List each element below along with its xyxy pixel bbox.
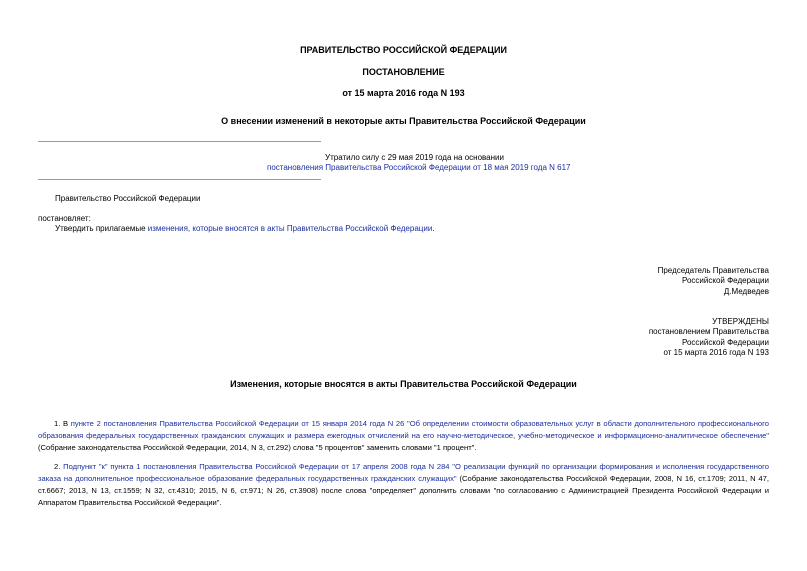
approval-heading: УТВЕРЖДЕНЫ [712, 317, 769, 326]
list-item: 1. В пункте 2 постановления Правительства Российской Федерации от 15 января 2014 года N 26 "Об определении стоимости образовательных услуг в области дополнительного профессионального образования федеральных государственных гражданских служащих и размера ежегодных отчислений на его научно-методическое, учебно-методическое и информационно-аналитическое обеспечение" (Собрание законодательства Российской Федерации, 2014, N 3, ст.292) слова "5 процентов" заменить словами "1 процент". [38, 419, 769, 452]
signature-country: Российской Федерации [682, 276, 769, 286]
item-1-link[interactable]: пункте 2 постановления Правительства Российской Федерации от 15 января 2014 года N 26 "Об определении стоимости образовательных услуг в области дополнительного профессионального образования федеральных государственных гражданских служащих и размера ежегодных отчислений на его научно-методическое, учебно-методическое и информационно-аналитическое обеспечение" [38, 419, 769, 440]
approval-line-2: постановлением Правительства [648, 327, 769, 337]
notice-bottom-rule [38, 179, 321, 180]
signature-name: Д.Медведев [723, 286, 769, 296]
item-2-link[interactable]: Подпункт "к" пункта 1 постановления Правительства Российской Федерации от 17 апреля 2008 года N 284 "О реализации функций по организации формирования и исполнения государственного заказа на дополнительное профессиональное образование федеральных государственных гражданских служащих" [38, 462, 769, 483]
notice-top-rule [38, 141, 321, 142]
signature-position: Председатель Правительства [657, 266, 769, 275]
approval-stamp [649, 317, 769, 359]
signature-block [658, 266, 769, 297]
repeal-notice-text: Утратило силу с 29 мая 2019 года на основании [325, 153, 504, 162]
document-type-heading: ПОСТАНОВЛЕНИЕ [362, 67, 445, 77]
government-subject: Правительство Российской Федерации [55, 194, 201, 203]
government-heading: ПРАВИТЕЛЬСТВО РОССИЙСКОЙ ФЕДЕРАЦИИ [300, 45, 507, 55]
list-item: 2. Подпункт "к" пункта 1 постановления Правительства Российской Федерации от 17 апреля 2008 года N 284 "О реализации функций по организации формирования и исполнения государственного заказа на дополнительное профессиональное образование федеральных государственных гражданских служащих" (Собрание законодательства Российской Федерации, 2008, N 16, ст.1709; 2011, N 47, ст.6667; 2013, N 13, ст.1559; N 32, ст.4310; 2015, N 6, ст.971; N 26, ст.3908) после слова "определяет" дополнить словами "по согласованию с Администрацией Президента Российской Федерации и Аппаратом Правительства Российской Федерации". [38, 462, 769, 507]
changes-title: Изменения, которые вносятся в акты Правительства Российской Федерации [230, 379, 577, 389]
approval-date: от 15 марта 2016 года N 193 [663, 348, 769, 358]
document-title: О внесении изменений в некоторые акты Правительства Российской Федерации [221, 116, 586, 126]
approve-paragraph: Утвердить прилагаемые изменения, которые вносятся в акты Правительства Российской Федерации. [55, 224, 435, 233]
repeal-notice-link[interactable]: постановления Правительства Российской Федерации от 18 мая 2019 года N 617 [267, 163, 571, 172]
approval-line-3: Российской Федерации [682, 337, 769, 347]
changes-link[interactable]: изменения, которые вносятся в акты Правительства Российской Федерации [147, 224, 433, 233]
decides-label: постановляет: [38, 214, 91, 223]
document-date: от 15 марта 2016 года N 193 [342, 88, 465, 98]
